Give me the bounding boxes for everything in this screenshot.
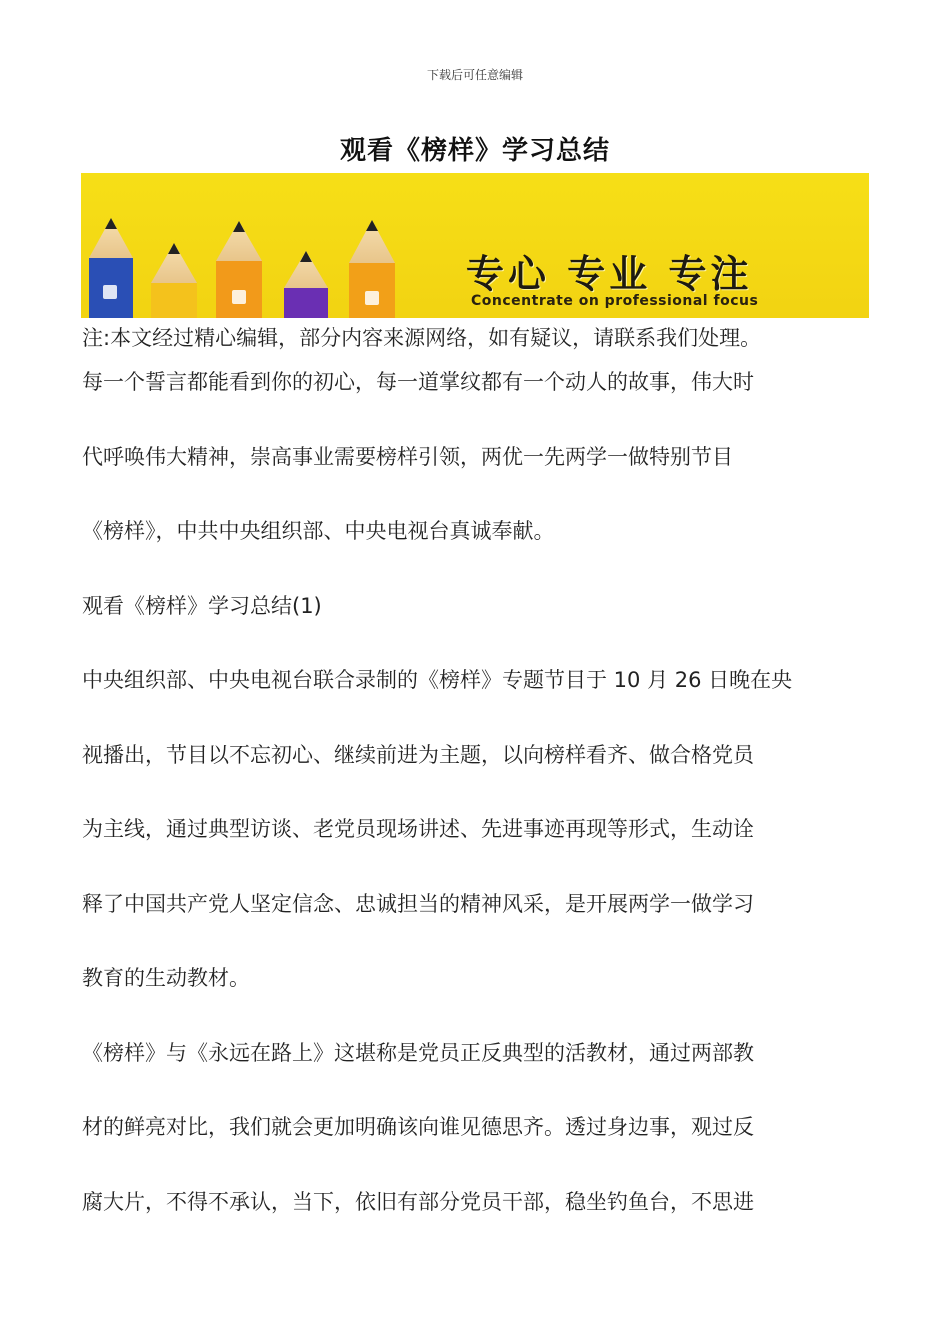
document-title: 观看《榜样》学习总结 [339,136,610,166]
banner-slogan-english: Concentrate on professional focus [471,293,759,309]
paragraph-line: 释了中国共产党人坚定信念、忠诚担当的精神风采，是开展两学一做学习 [82,891,754,916]
pencil-icon [349,220,395,318]
pencil-icon [89,218,133,318]
header-note: 下载后可任意编辑 [426,68,523,82]
paragraph-line: 每一个誓言都能看到你的初心，每一道掌纹都有一个动人的故事，伟大时 [82,370,754,394]
paragraph-line: 代呼唤伟大精神，崇高事业需要榜样引领，两优一先两学一做特别节目 [82,444,733,469]
paragraph-line: 视播出，节目以不忘初心、继续前进为主题，以向榜样看齐、做合格党员 [82,742,754,767]
paragraph-line: 《榜样》，中共中央组织部、中央电视台真诚奉献。 [82,519,555,543]
paragraph-line: 《榜样》与《永远在路上》这堪称是党员正反典型的活教材，通过两部教 [82,1040,754,1065]
paragraph-line: 教育的生动教材。 [82,966,250,990]
pencil-icon [284,251,328,318]
article-body [82,345,872,1239]
section-heading: 观看《榜样》学习总结(1) [82,593,322,618]
editor-note: 注:本文经过精心编辑，部分内容来源网络，如有疑议，请联系我们处理。 [82,326,762,350]
banner-slogan: 专心 专业 专注 [466,252,753,296]
banner-image [81,173,869,318]
pencil-icon [151,243,197,318]
paragraph-line: 中央组织部、中央电视台联合录制的《榜样》专题节目于 10 月 26 日晚在央 [82,668,793,692]
paragraph-line: 为主线，通过典型访谈、老党员现场讲述、先进事迹再现等形式，生动诠 [82,817,754,841]
paragraph-line: 腐大片，不得不承认，当下，依旧有部分党员干部，稳坐钓鱼台，不思进 [82,1189,754,1214]
pencil-icon [216,221,262,318]
paragraph-line: 材的鲜亮对比，我们就会更加明确该向谁见德思齐。透过身边事，观过反 [82,1115,754,1139]
